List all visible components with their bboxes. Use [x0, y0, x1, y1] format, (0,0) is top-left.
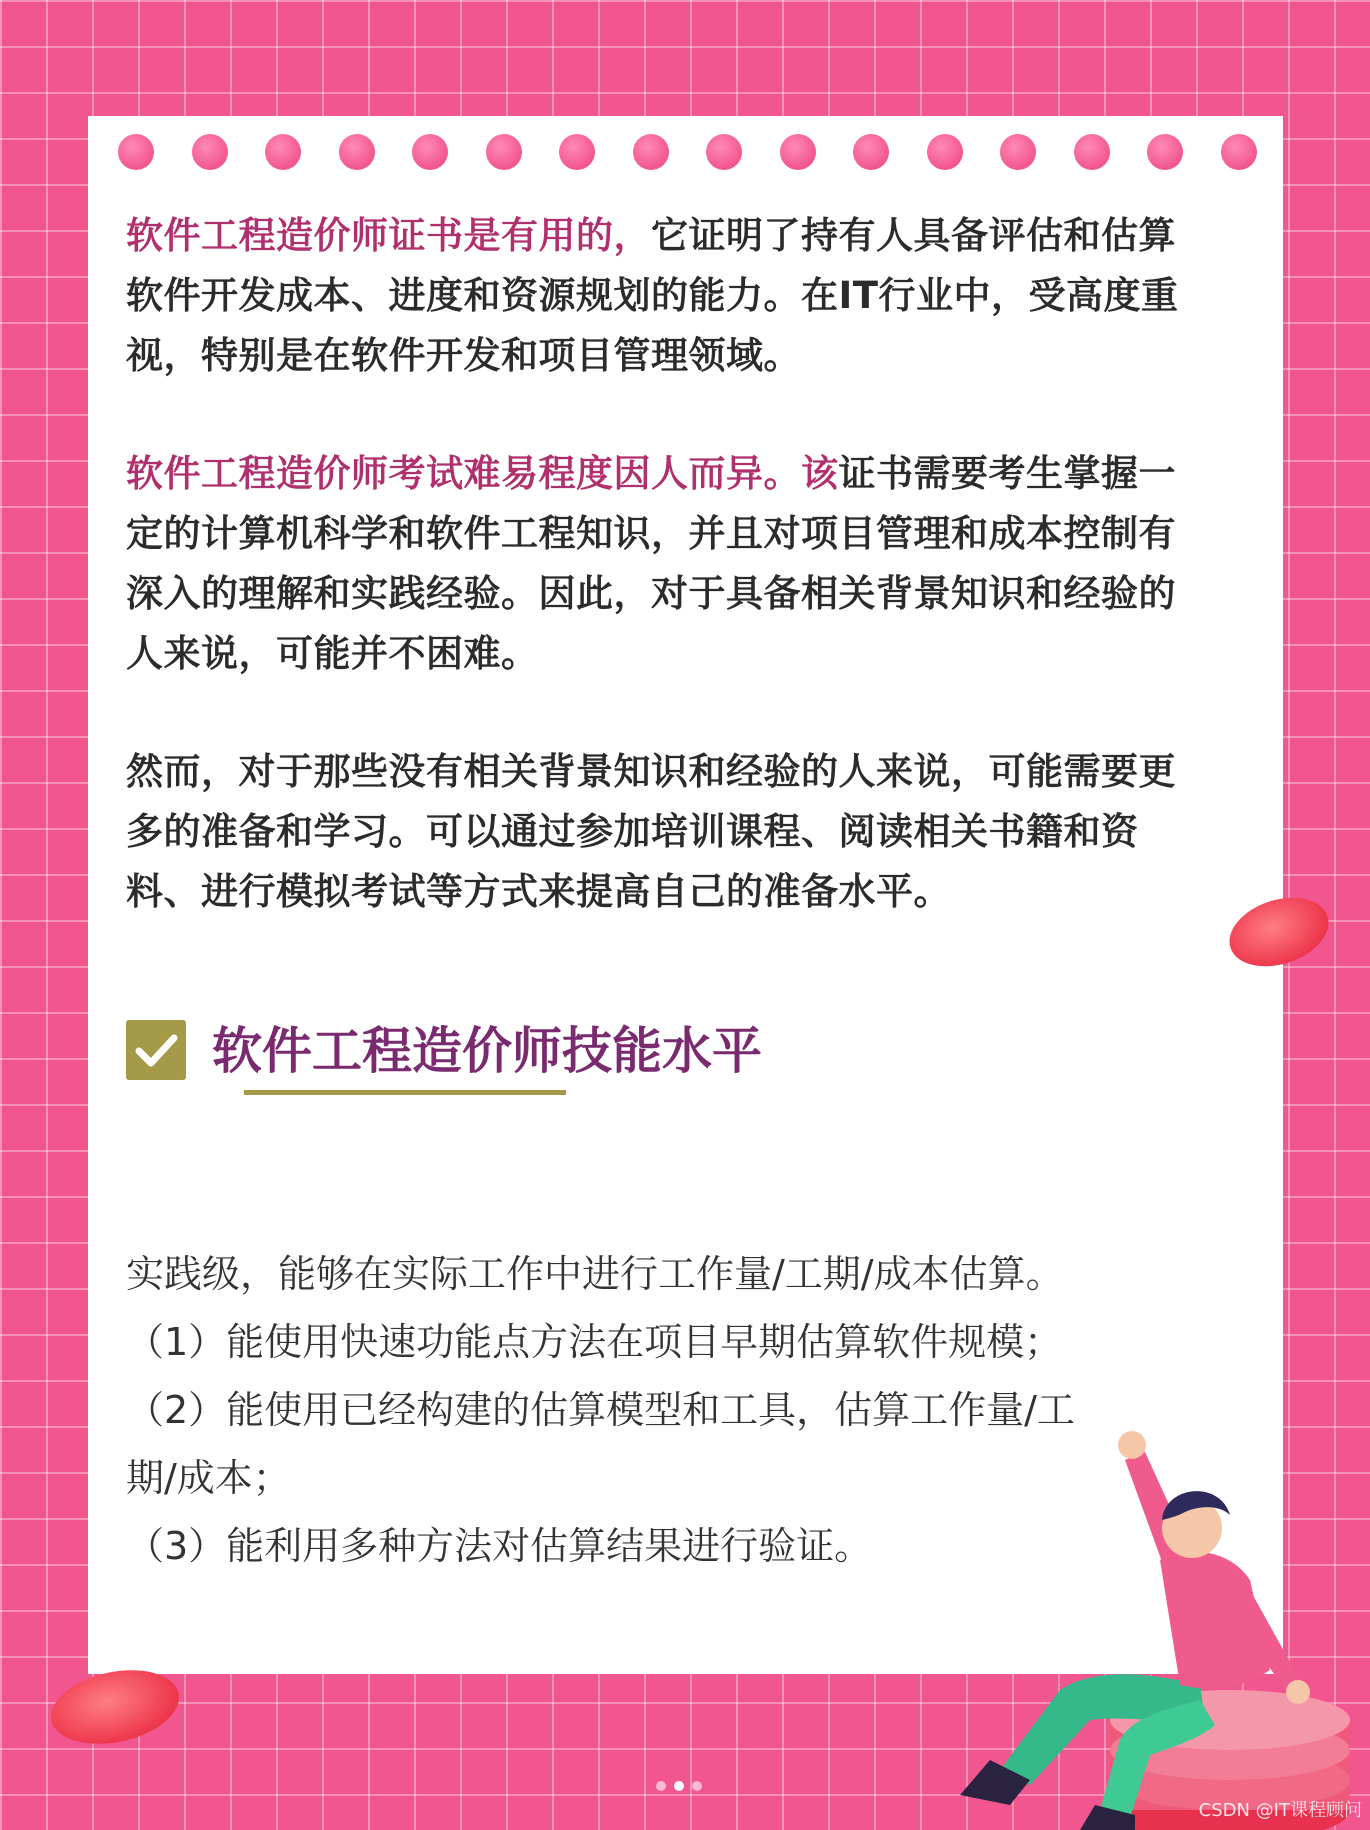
skill-line-5: （3）能利用多种方法对估算结果进行验证。 [126, 1524, 873, 1568]
skill-line-1: 实践级，能够在实际工作中进行工作量/工期/成本估算。 [126, 1252, 1064, 1296]
border-dot [1147, 134, 1183, 170]
paragraph-2-line-2: 定的计算机科学和软件工程知识，并且对项目管理和成本控制有 [126, 512, 1176, 555]
paragraph-3-line-2: 多的准备和学习。可以通过参加培训课程、阅读相关书籍和资 [126, 810, 1139, 853]
border-dot [412, 134, 448, 170]
pager-dot-active[interactable] [674, 1781, 684, 1791]
border-dot [559, 134, 595, 170]
border-dot [486, 134, 522, 170]
skill-line-4: 期/成本； [126, 1456, 291, 1500]
border-dot [706, 134, 742, 170]
border-dot [118, 134, 154, 170]
paragraph-1-line-2: 软件开发成本、进度和资源规划的能力。在IT行业中，受高度重 [126, 274, 1179, 317]
checkbox-icon [126, 1020, 186, 1080]
paragraph-1-line-3: 视，特别是在软件开发和项目管理领域。 [126, 334, 801, 377]
section-heading [126, 1016, 926, 1106]
border-dot [1221, 134, 1257, 170]
border-dot [927, 134, 963, 170]
border-dot [853, 134, 889, 170]
dot-border [88, 134, 1283, 180]
border-dot [633, 134, 669, 170]
paragraph-1 [126, 206, 1238, 386]
watermark: CSDN @IT课程顾问 [1198, 1800, 1362, 1821]
paragraph-2-line-3: 深入的理解和实践经验。因此，对于具备相关背景知识和经验的 [126, 572, 1176, 615]
person-illustration [930, 1340, 1360, 1830]
paragraph-3 [126, 742, 1238, 922]
paragraph-1-line-1: 它证明了持有人具备评估和估算 [651, 214, 1176, 257]
border-dot [1074, 134, 1110, 170]
paragraph-2-line-4: 人来说，可能并不困难。 [126, 632, 539, 675]
pager [652, 1776, 706, 1795]
paragraph-2-highlight: 软件工程造价师考试难易程度因人而异。该 [126, 452, 839, 495]
skill-line-2: （1）能使用快速功能点方法在项目早期估算软件规模； [126, 1320, 1063, 1364]
section-underline [244, 1090, 566, 1095]
paragraph-2 [126, 444, 1238, 684]
paragraph-2-line-1: 证书需要考生掌握一 [838, 452, 1176, 495]
border-dot [780, 134, 816, 170]
border-dot [265, 134, 301, 170]
border-dot [1000, 134, 1036, 170]
pager-dot[interactable] [692, 1781, 702, 1791]
skill-line-3: （2）能使用已经构建的估算模型和工具，估算工作量/工 [126, 1388, 1075, 1432]
paragraph-3-line-3: 料、进行模拟考试等方式来提高自己的准备水平。 [126, 870, 951, 913]
border-dot [192, 134, 228, 170]
section-title: 软件工程造价师技能水平 [212, 1022, 762, 1080]
pager-dot[interactable] [656, 1781, 666, 1791]
paragraph-3-line-1: 然而，对于那些没有相关背景知识和经验的人来说，可能需要更 [126, 750, 1176, 793]
border-dot [339, 134, 375, 170]
paragraph-1-highlight: 软件工程造价师证书是有用的， [126, 214, 651, 257]
